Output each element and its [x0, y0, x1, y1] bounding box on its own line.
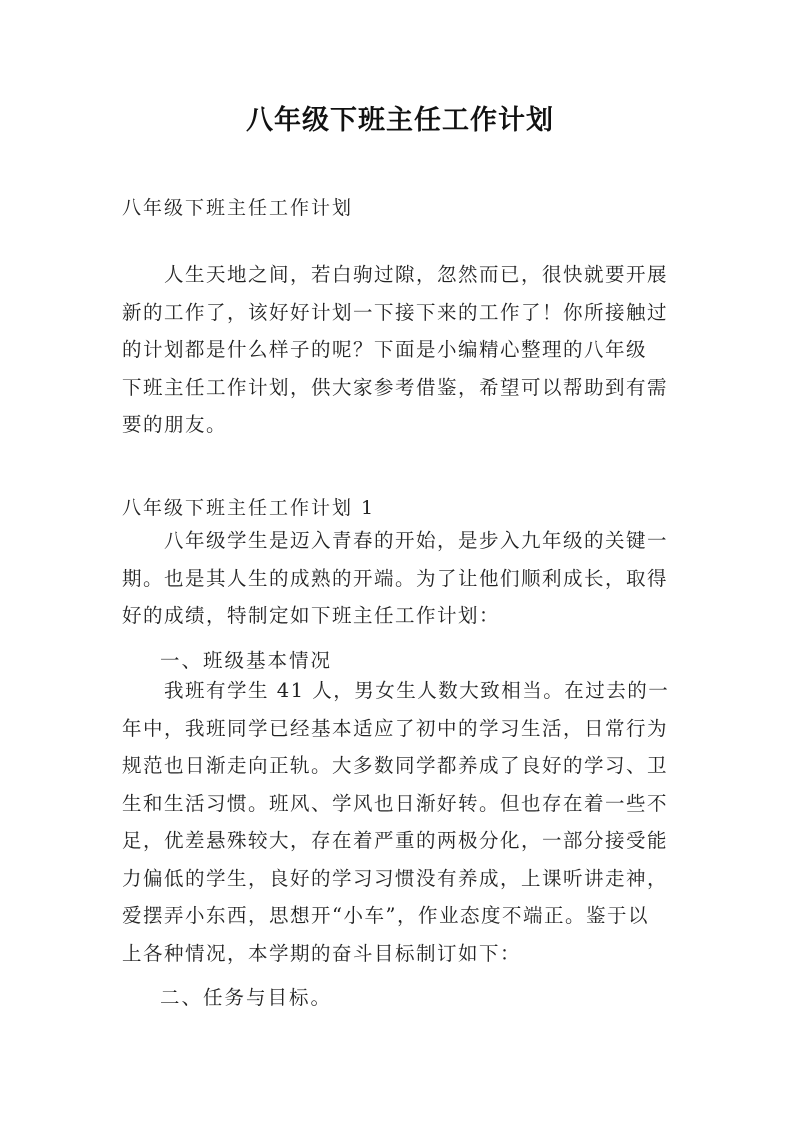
heading-tasks-goals: 二、任务与目标。: [160, 986, 333, 1009]
section-heading: 八年级下班主任工作计划 1: [122, 497, 376, 519]
document-title: 八年级下班主任工作计划: [246, 105, 554, 136]
paragraph-line: 八年级学生是迈入青春的开始，是步入九年级的关键一: [122, 529, 669, 552]
intro-paragraph: [122, 256, 684, 444]
paragraph-line: 年中，我班同学已经基本适应了初中的学习生活，日常行为: [122, 716, 669, 740]
situation-paragraph: [122, 672, 684, 972]
paragraph-line: 要的朋友。: [122, 413, 228, 436]
paragraph-line: 足，优差悬殊较大，存在着严重的两极分化，一部分接受能: [122, 829, 669, 852]
paragraph-line: 新的工作了，该好好计划一下接下来的工作了！你所接触过: [122, 300, 669, 324]
paragraph-line: 规范也日渐走向正轨。大多数同学都养成了良好的学习、卫: [122, 754, 669, 777]
paragraph-line: 期。也是其人生的成熟的开端。为了让他们顺利成长，取得: [122, 566, 669, 590]
paragraph-line: 上各种情况，本学期的奋斗目标制订如下：: [122, 941, 522, 965]
paragraph-line: 力偏低的学生，良好的学习习惯没有养成，上课听讲走神，: [122, 866, 669, 890]
section-intro-paragraph: [122, 522, 684, 635]
heading-basic-situation: 一、班级基本情况: [160, 649, 333, 672]
paragraph-line: 下班主任工作计划，供大家参考借鉴，希望可以帮助到有需: [122, 375, 669, 399]
paragraph-line: 爱摆弄小东西，思想开“小车”，作业态度不端正。鉴于以: [122, 904, 649, 927]
paragraph-line: 人生天地之间，若白驹过隙，忽然而已，很快就要开展: [122, 263, 669, 286]
paragraph-line: 好的成绩，特制定如下班主任工作计划：: [122, 604, 501, 627]
paragraph-line: 生和生活习惯。班风、学风也日渐好转。但也存在着一些不: [122, 791, 669, 815]
paragraph-line: 我班有学生 41 人，男女生人数大致相当。在过去的一: [122, 679, 670, 702]
document-subtitle: 八年级下班主任工作计划: [122, 197, 354, 219]
paragraph-line: 的计划都是什么样子的呢？下面是小编精心整理的八年级: [122, 338, 648, 361]
